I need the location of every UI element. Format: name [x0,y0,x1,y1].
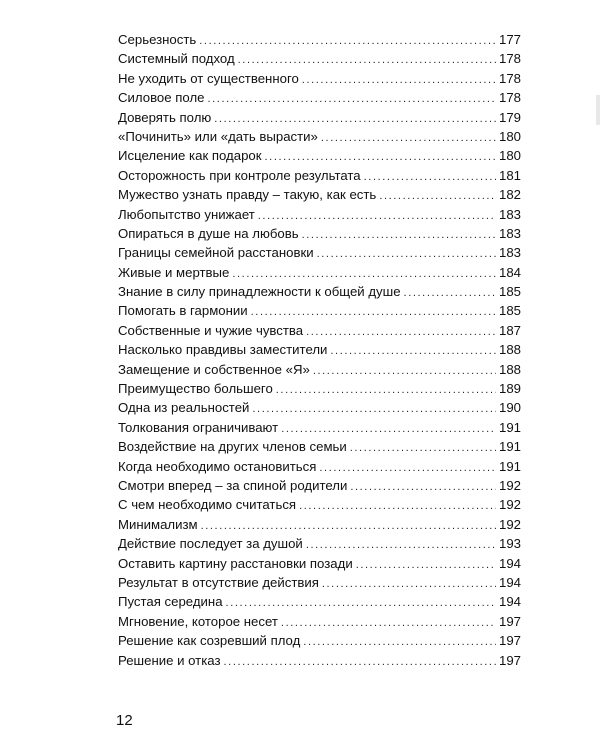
toc-entry-page: 190 [498,400,521,416]
toc-entry [118,612,521,631]
dot-leader [404,284,496,303]
toc-entry-title: Не уходить от существенного [118,70,299,86]
toc-entry [118,573,521,592]
toc-entry-title: Серьезность [118,32,197,47]
toc-entry [118,301,521,320]
dot-leader [321,129,496,148]
table-of-contents [118,30,521,670]
toc-entry [118,651,521,670]
toc-entry-title: Одна из реальностей [118,400,250,416]
toc-entry [118,88,521,107]
toc-entry-title: Решение и отказ [118,652,221,668]
toc-entry-title: Помогать в гармонии [118,303,248,319]
toc-entry-page: 185 [498,284,521,300]
toc-entry-page: 177 [498,32,521,47]
toc-entry-title: Знание в силу принадлежности к общей душе [118,284,401,300]
dot-leader [302,71,496,90]
toc-entry-page: 189 [498,381,521,397]
toc-entry-title: Системный подход [118,51,235,67]
toc-entry [118,127,521,146]
toc-entry-title: С чем необходимо считаться [118,497,297,513]
toc-entry-title: Границы семейной расстановки [118,245,314,261]
toc-entry-page: 192 [498,497,521,513]
toc-entry [118,398,521,417]
toc-entry [118,515,521,534]
toc-entry-page: 194 [498,555,521,571]
toc-entry [118,146,521,165]
toc-entry [118,379,521,398]
toc-entry-title: Мгновение, которое несет [118,613,278,629]
toc-entry-page: 180 [498,128,521,144]
dot-leader [302,226,496,245]
toc-entry-page: 191 [498,458,521,474]
toc-entry-title: Минимализм [118,516,198,532]
toc-entry-page: 183 [498,245,521,261]
toc-entry [118,69,521,88]
toc-entry-title: Преимущество большего [118,381,273,397]
toc-entry-page: 183 [498,225,521,241]
toc-entry [118,282,521,301]
dot-leader [199,32,496,51]
toc-entry-page: 178 [498,70,521,86]
dot-leader [350,439,496,458]
dot-leader [276,381,496,400]
dot-leader [281,614,496,633]
toc-entry-page: 192 [498,516,521,532]
toc-entry [118,263,521,282]
toc-entry [118,224,521,243]
toc-entry-page: 197 [498,633,521,649]
dot-leader [252,400,496,419]
toc-entry-title: Действие последует за душой [118,536,303,552]
toc-entry-page: 188 [498,361,521,377]
toc-entry-title: Пустая середина [118,594,223,610]
toc-entry-title: Когда необходимо остановиться [118,458,317,474]
toc-entry [118,457,521,476]
toc-entry-page: 182 [498,187,521,203]
toc-entry-page: 191 [498,439,521,455]
toc-entry-title: Доверять полю [118,109,212,125]
dot-leader [306,323,496,342]
toc-entry-page: 191 [498,419,521,435]
dot-leader [313,362,496,381]
toc-entry-page: 185 [498,303,521,319]
toc-entry-page: 183 [498,206,521,222]
toc-entry-title: Силовое поле [118,90,205,106]
toc-entry-title: Мужество узнать правду – такую, как есть [118,187,377,203]
toc-entry-page: 197 [498,613,521,629]
dot-leader [322,575,496,594]
toc-entry-title: Живые и мертвые [118,264,230,280]
toc-entry [118,49,521,68]
dot-leader [207,90,496,109]
toc-entry [118,166,521,185]
toc-entry [118,495,521,514]
dot-leader [317,245,496,264]
toc-entry [118,30,521,49]
toc-entry-page: 194 [498,594,521,610]
toc-entry [118,631,521,650]
toc-entry [118,554,521,573]
toc-entry-title: Осторожность при контроле результата [118,167,361,183]
toc-entry-page: 192 [498,477,521,493]
toc-entry-title: Оставить картину расстановки позади [118,555,353,571]
toc-entry-page: 188 [498,342,521,358]
toc-entry-page: 187 [498,322,521,338]
toc-entry [118,185,521,204]
dot-leader [350,478,496,497]
toc-entry [118,534,521,553]
toc-entry-title: Воздействие на других членов семьи [118,439,347,455]
toc-entry-title: Решение как созревший плод [118,633,301,649]
scan-edge-mark [596,95,600,125]
toc-entry-page: 193 [498,536,521,552]
toc-entry [118,321,521,340]
toc-entry [118,340,521,359]
page-number: 12 [116,712,133,729]
dot-leader [224,653,496,672]
toc-entry [118,418,521,437]
toc-entry-page: 197 [498,652,521,668]
toc-entry [118,205,521,224]
toc-entry-title: Смотри вперед – за спиной родители [118,477,348,493]
toc-entry [118,243,521,262]
dot-leader [364,168,496,187]
dot-leader [299,497,496,516]
toc-entry-title: Опираться в душе на любовь [118,225,299,241]
toc-entry [118,108,521,127]
toc-entry [118,437,521,456]
toc-entry-title: Толкования ограничивают [118,419,279,435]
dot-leader [330,342,496,361]
toc-entry-title: Замещение и собственное «Я» [118,361,310,377]
toc-entry-title: Любопытство унижает [118,206,255,222]
toc-entry-page: 180 [498,148,521,164]
toc-entry-page: 179 [498,109,521,125]
toc-entry [118,476,521,495]
dot-leader [303,633,496,652]
toc-entry-page: 194 [498,574,521,590]
toc-entry-page: 184 [498,264,521,280]
toc-entry-title: Результат в отсутствие действия [118,574,319,590]
toc-entry-title: «Починить» или «дать вырасти» [118,128,318,144]
toc-entry [118,592,521,611]
toc-entry [118,360,521,379]
dot-leader [356,556,496,575]
dot-leader [379,187,496,206]
toc-entry-page: 181 [498,167,521,183]
toc-entry-title: Исцеление как подарок [118,148,262,164]
toc-entry-page: 178 [498,51,521,67]
toc-entry-title: Собственные и чужие чувства [118,322,304,338]
toc-entry-title: Насколько правдивы заместители [118,342,328,358]
toc-entry-page: 178 [498,90,521,106]
